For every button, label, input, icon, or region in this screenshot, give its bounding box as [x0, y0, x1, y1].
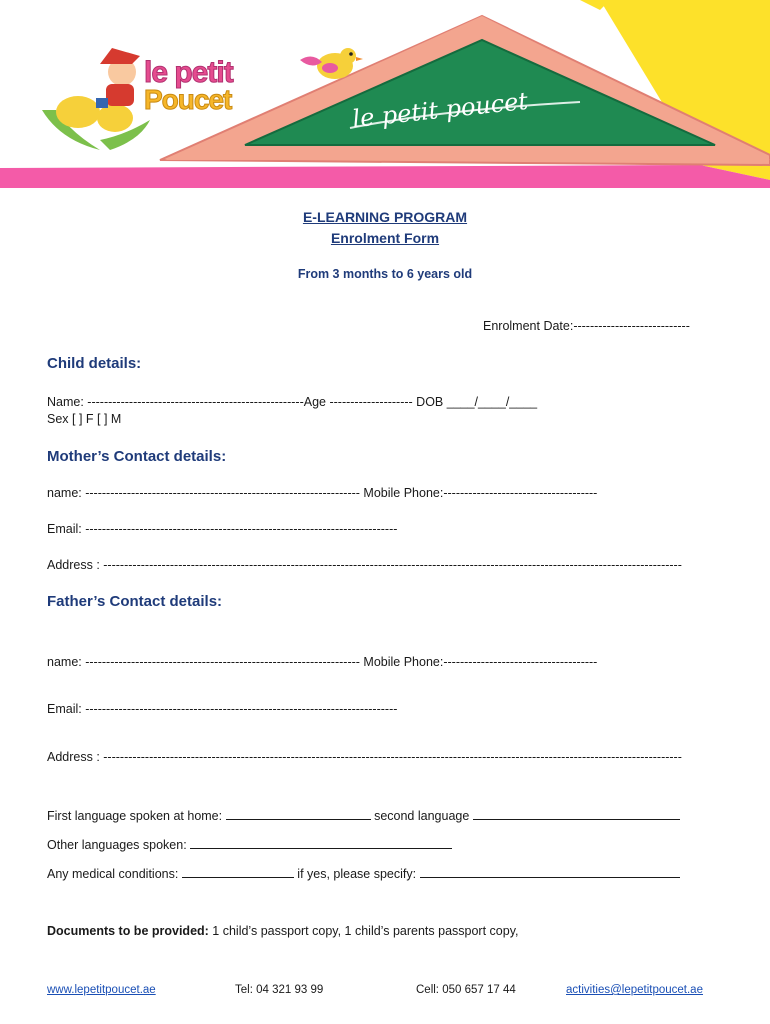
program-title: E-LEARNING PROGRAM	[302, 209, 468, 225]
medical-field[interactable]	[182, 866, 294, 878]
other-languages-label: Other languages spoken:	[47, 838, 187, 852]
father-address-line[interactable]: Address : -------------------------------------------------------------------------------------------------------------------------------------------	[47, 750, 682, 764]
second-language-field[interactable]	[473, 808, 680, 820]
footer-cell: Cell: 050 657 17 44	[416, 984, 516, 996]
mother-name-line[interactable]: name: ------------------------------------------------------------------ Mobile Phone:-------------------------------------	[47, 486, 598, 500]
mother-details-heading: Mother’s Contact details:	[47, 448, 227, 465]
chalkboard-text: le petit poucet	[351, 86, 530, 134]
age-range: From 3 months to 6 years old	[297, 267, 473, 281]
medical-label: Any medical conditions:	[47, 867, 179, 881]
documents-line	[47, 924, 518, 938]
first-language-label: First language spoken at home:	[47, 809, 223, 823]
specify-field[interactable]	[420, 866, 680, 878]
child-details-heading: Child details:	[47, 355, 142, 372]
enrolment-date[interactable]: Enrolment Date:----------------------------	[483, 319, 690, 333]
header-illustration	[0, 0, 770, 188]
logo-line1: le petit	[144, 56, 233, 89]
footer-tel: Tel: 04 321 93 99	[235, 984, 324, 996]
header-banner	[0, 0, 770, 188]
mother-address-line[interactable]: Address : -------------------------------------------------------------------------------------------------------------------------------------------	[47, 558, 682, 572]
email-link[interactable]: activities@lepetitpoucet.ae	[566, 984, 703, 996]
medical-line	[47, 866, 680, 881]
other-languages-field[interactable]	[190, 837, 452, 849]
documents-text: 1 child’s passport copy, 1 child’s parents passport copy,	[208, 924, 519, 938]
child-name-line[interactable]: Name: ----------------------------------------------------Age -------------------- DOB ____/____/____	[47, 395, 538, 409]
documents-label: Documents to be provided:	[47, 924, 209, 938]
logo-line2: Poucet	[144, 84, 232, 115]
form-title: Enrolment Form	[330, 230, 440, 246]
mother-email-line[interactable]: Email: ---------------------------------------------------------------------------	[47, 522, 398, 536]
second-language-label: second language	[374, 809, 470, 823]
father-name-line[interactable]: name: ------------------------------------------------------------------ Mobile Phone:-------------------------------------	[47, 655, 598, 669]
father-details-heading: Father’s Contact details:	[47, 593, 223, 610]
website-link[interactable]: www.lepetitpoucet.ae	[47, 984, 156, 996]
child-sex-line[interactable]: Sex [ ] F [ ] M	[47, 412, 122, 426]
father-email-line[interactable]: Email: ---------------------------------------------------------------------------	[47, 702, 398, 716]
other-languages-line	[47, 837, 452, 852]
specify-label: if yes, please specify:	[297, 867, 417, 881]
first-language-field[interactable]	[226, 808, 371, 820]
language-line	[47, 808, 680, 823]
